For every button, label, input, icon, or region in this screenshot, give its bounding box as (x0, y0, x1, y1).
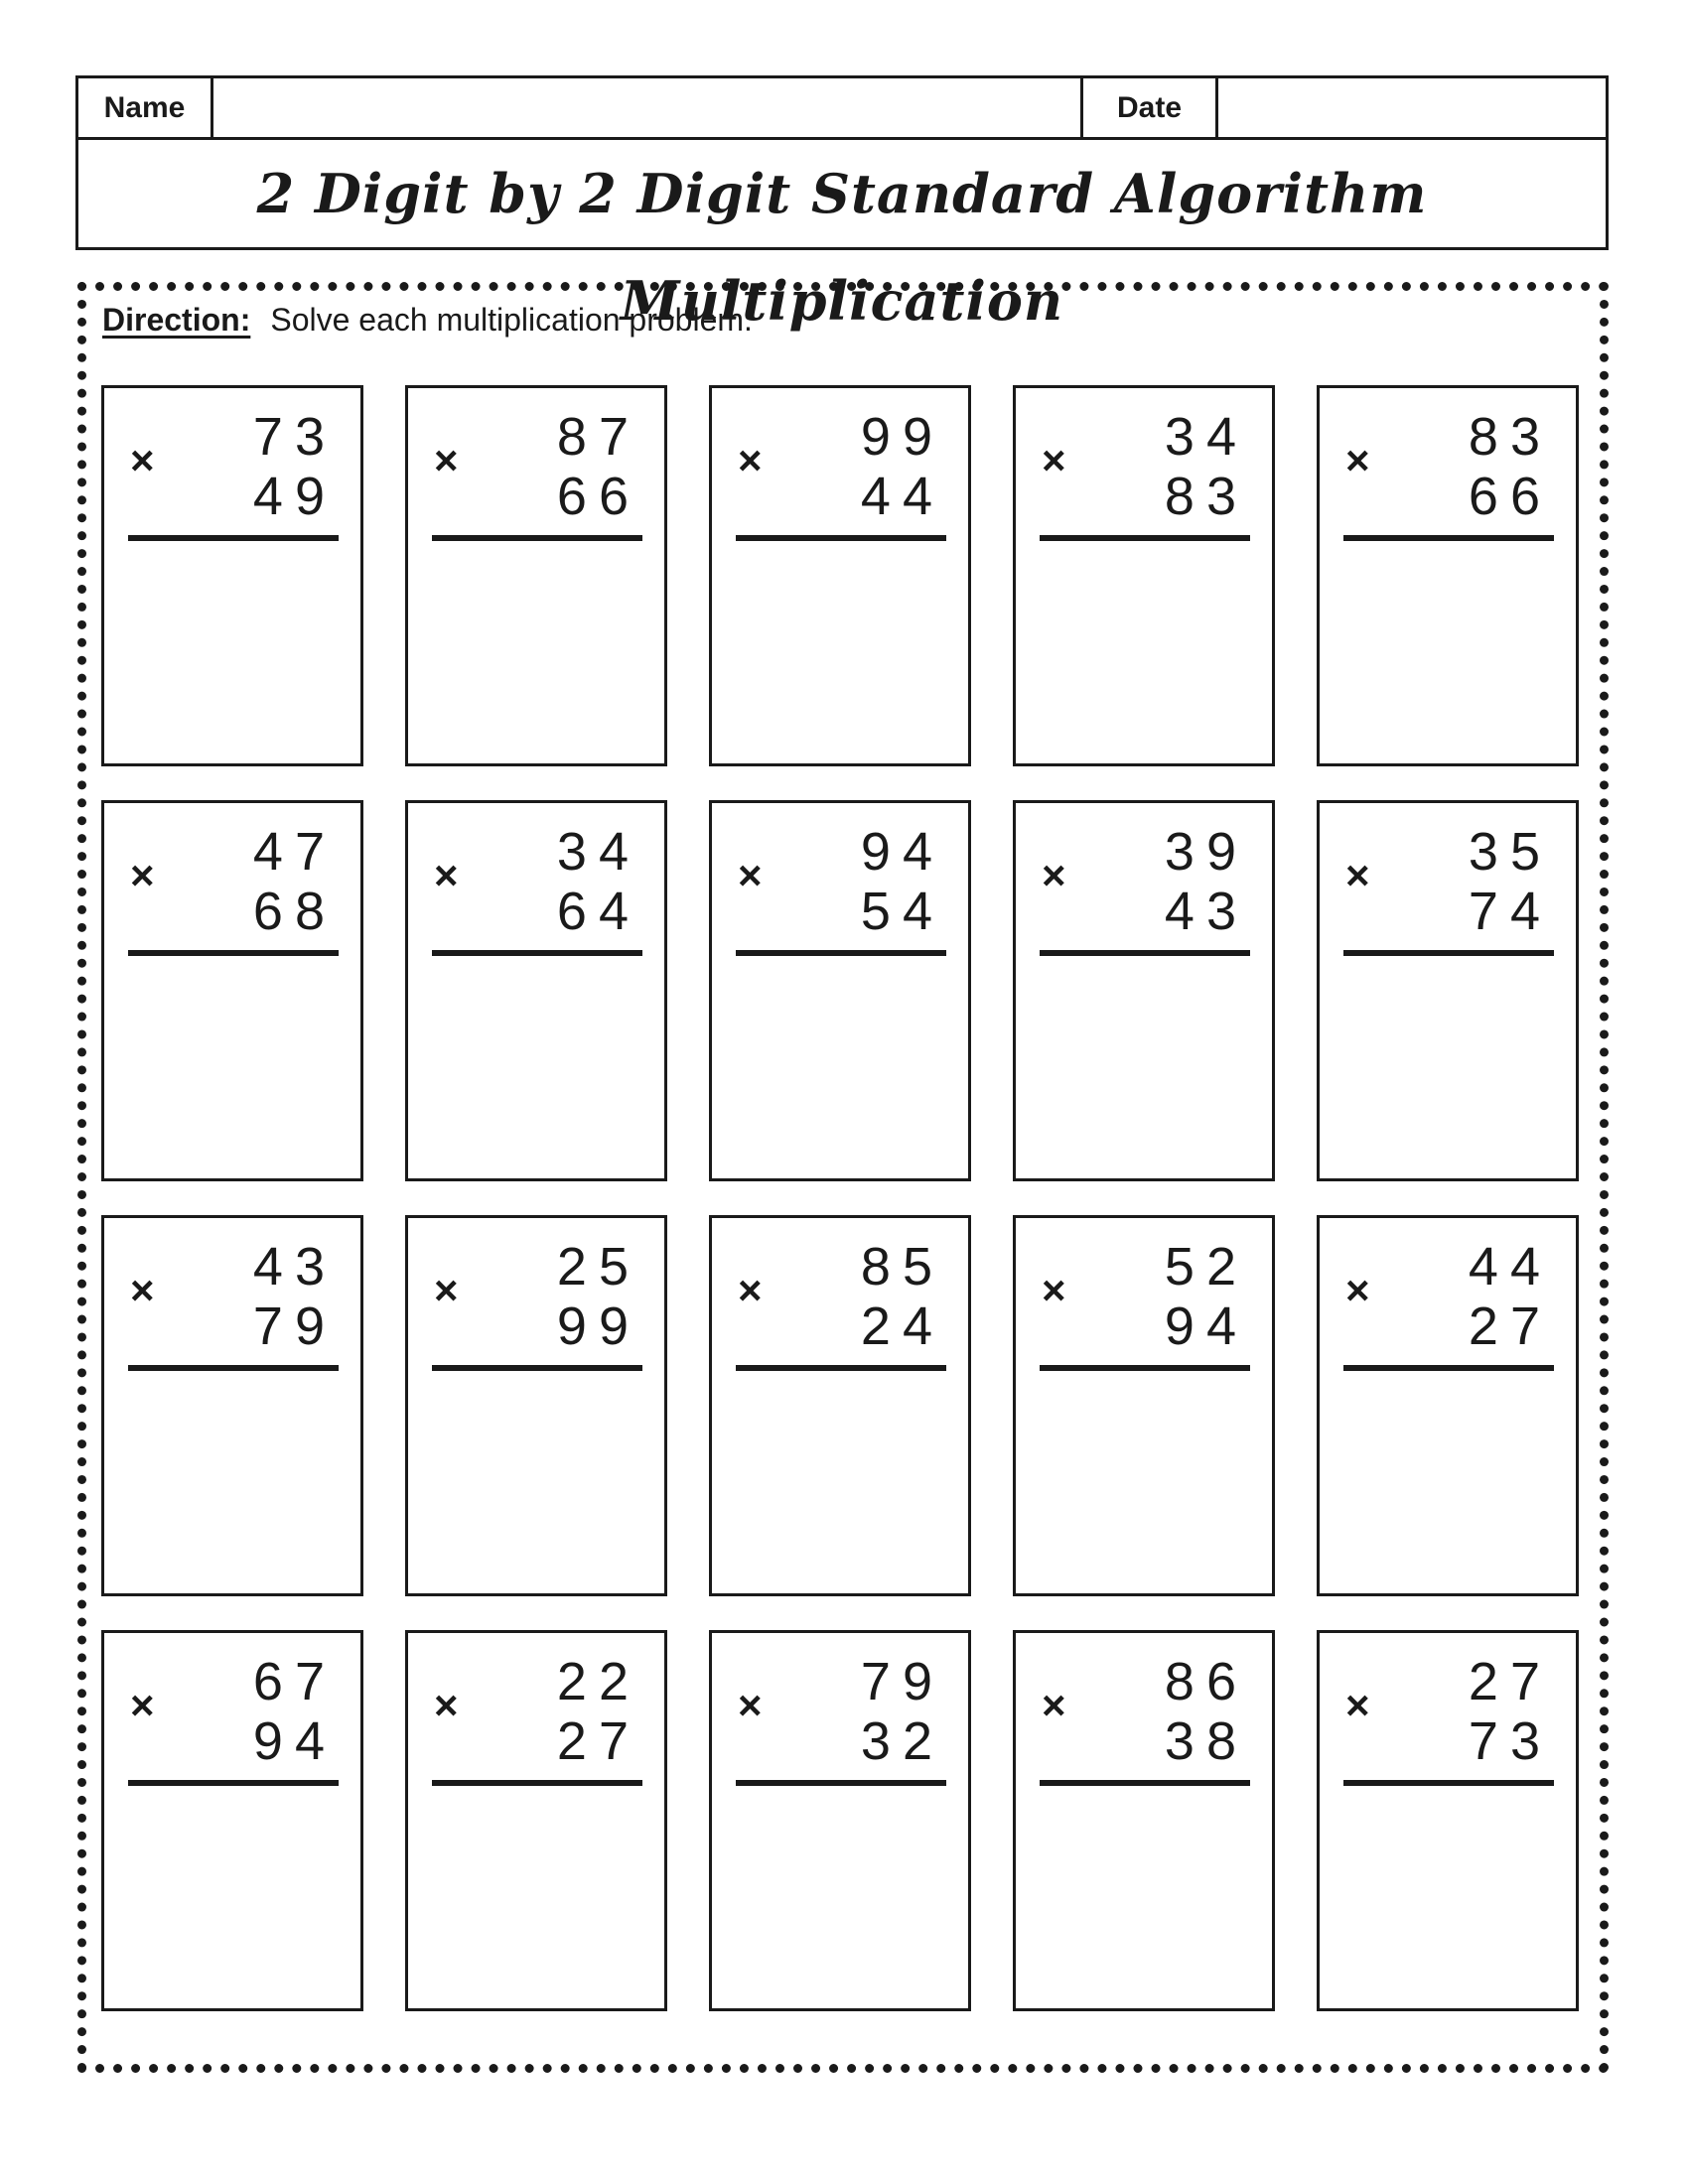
multiply-sign: × (434, 437, 459, 483)
answer-line (1040, 1365, 1250, 1371)
multiplier: 94 (1164, 1297, 1248, 1356)
problem-box[interactable] (101, 800, 363, 1181)
multiplicand: 73 (252, 407, 337, 467)
multiply-sign: × (1042, 852, 1066, 898)
answer-line (1343, 950, 1554, 956)
multiplicand: 99 (860, 407, 944, 467)
problem-box[interactable] (1317, 1630, 1579, 2011)
answer-line (128, 1780, 339, 1786)
multiplier: 68 (252, 882, 337, 941)
multiplier: 66 (556, 467, 640, 526)
date-label: Date (1116, 91, 1183, 124)
problem-box[interactable] (405, 385, 667, 766)
multiplicand: 67 (252, 1652, 337, 1711)
problem-box[interactable] (101, 1215, 363, 1596)
problem-box[interactable] (101, 1630, 363, 2011)
answer-line (736, 1365, 946, 1371)
multiply-sign: × (1345, 1682, 1370, 1728)
multiplicand: 35 (1468, 822, 1552, 882)
multiplicand: 25 (556, 1237, 640, 1297)
multiplicand: 83 (1468, 407, 1552, 467)
problem-box[interactable] (1013, 1630, 1275, 2011)
name-date-row (78, 78, 1606, 140)
problem-box[interactable] (1317, 385, 1579, 766)
multiplier: 74 (1468, 882, 1552, 941)
multiplicand: 87 (556, 407, 640, 467)
name-label-cell (78, 78, 213, 137)
multiplicand: 39 (1164, 822, 1248, 882)
answer-line (128, 535, 339, 541)
multiply-sign: × (130, 437, 155, 483)
problem-box[interactable] (1317, 1215, 1579, 1596)
problem-box[interactable] (101, 385, 363, 766)
answer-line (1343, 535, 1554, 541)
answer-line (1343, 1365, 1554, 1371)
multiplier: 83 (1164, 467, 1248, 526)
multiplicand: 44 (1468, 1237, 1552, 1297)
multiplicand: 85 (860, 1237, 944, 1297)
multiplicand: 34 (1164, 407, 1248, 467)
multiply-sign: × (738, 1682, 763, 1728)
multiplier: 44 (860, 467, 944, 526)
answer-line (128, 1365, 339, 1371)
problem-grid (101, 385, 1585, 2015)
answer-line (432, 535, 642, 541)
multiplier: 49 (252, 467, 337, 526)
multiplier: 94 (252, 1711, 337, 1771)
problem-box[interactable] (1013, 1215, 1275, 1596)
multiplicand: 94 (860, 822, 944, 882)
direction-text: Solve each multiplication problem. (270, 302, 753, 338)
problem-box[interactable] (1013, 800, 1275, 1181)
multiply-sign: × (1042, 1267, 1066, 1313)
problem-box[interactable] (709, 385, 971, 766)
date-field[interactable] (1218, 78, 1606, 137)
multiplier: 43 (1164, 882, 1248, 941)
multiply-sign: × (1345, 1267, 1370, 1313)
multiply-sign: × (130, 852, 155, 898)
multiplicand: 27 (1468, 1652, 1552, 1711)
answer-line (1040, 535, 1250, 541)
multiplicand: 47 (252, 822, 337, 882)
answer-line (1040, 950, 1250, 956)
direction-label: Direction: (102, 302, 251, 338)
problem-box[interactable] (405, 1215, 667, 1596)
direction-line (102, 302, 753, 339)
multiplier: 73 (1468, 1711, 1552, 1771)
multiplicand: 34 (556, 822, 640, 882)
multiplier: 64 (556, 882, 640, 941)
answer-line (1040, 1780, 1250, 1786)
multiplier: 32 (860, 1711, 944, 1771)
multiplier: 54 (860, 882, 944, 941)
answer-line (432, 950, 642, 956)
problem-box[interactable] (709, 800, 971, 1181)
answer-line (736, 535, 946, 541)
multiply-sign: × (434, 1682, 459, 1728)
multiplicand: 22 (556, 1652, 640, 1711)
multiplier: 38 (1164, 1711, 1248, 1771)
multiplier: 99 (556, 1297, 640, 1356)
multiplier: 27 (556, 1711, 640, 1771)
multiply-sign: × (738, 1267, 763, 1313)
answer-line (432, 1780, 642, 1786)
name-label: Name (103, 91, 186, 124)
problem-box[interactable] (709, 1630, 971, 2011)
answer-line (736, 1780, 946, 1786)
multiply-sign: × (130, 1682, 155, 1728)
date-label-cell (1083, 78, 1218, 137)
multiply-sign: × (738, 437, 763, 483)
multiply-sign: × (434, 1267, 459, 1313)
problem-box[interactable] (709, 1215, 971, 1596)
multiply-sign: × (1345, 437, 1370, 483)
multiply-sign: × (738, 852, 763, 898)
multiply-sign: × (1345, 852, 1370, 898)
answer-line (1343, 1780, 1554, 1786)
multiplicand: 86 (1164, 1652, 1248, 1711)
problem-box[interactable] (1013, 385, 1275, 766)
multiply-sign: × (1042, 437, 1066, 483)
worksheet-title: 2 Digit by 2 Digit Standard Algorithm Multiplication (256, 162, 1428, 333)
answer-line (432, 1365, 642, 1371)
problem-box[interactable] (405, 800, 667, 1181)
multiply-sign: × (434, 852, 459, 898)
name-field[interactable] (213, 78, 1083, 137)
answer-line (736, 950, 946, 956)
multiplier: 66 (1468, 467, 1552, 526)
multiplicand: 43 (252, 1237, 337, 1297)
multiplier: 79 (252, 1297, 337, 1356)
problem-box[interactable] (1317, 800, 1579, 1181)
multiply-sign: × (1042, 1682, 1066, 1728)
multiplicand: 52 (1164, 1237, 1248, 1297)
multiplier: 27 (1468, 1297, 1552, 1356)
multiplier: 24 (860, 1297, 944, 1356)
problem-box[interactable] (405, 1630, 667, 2011)
multiply-sign: × (130, 1267, 155, 1313)
answer-line (128, 950, 339, 956)
multiplicand: 79 (860, 1652, 944, 1711)
